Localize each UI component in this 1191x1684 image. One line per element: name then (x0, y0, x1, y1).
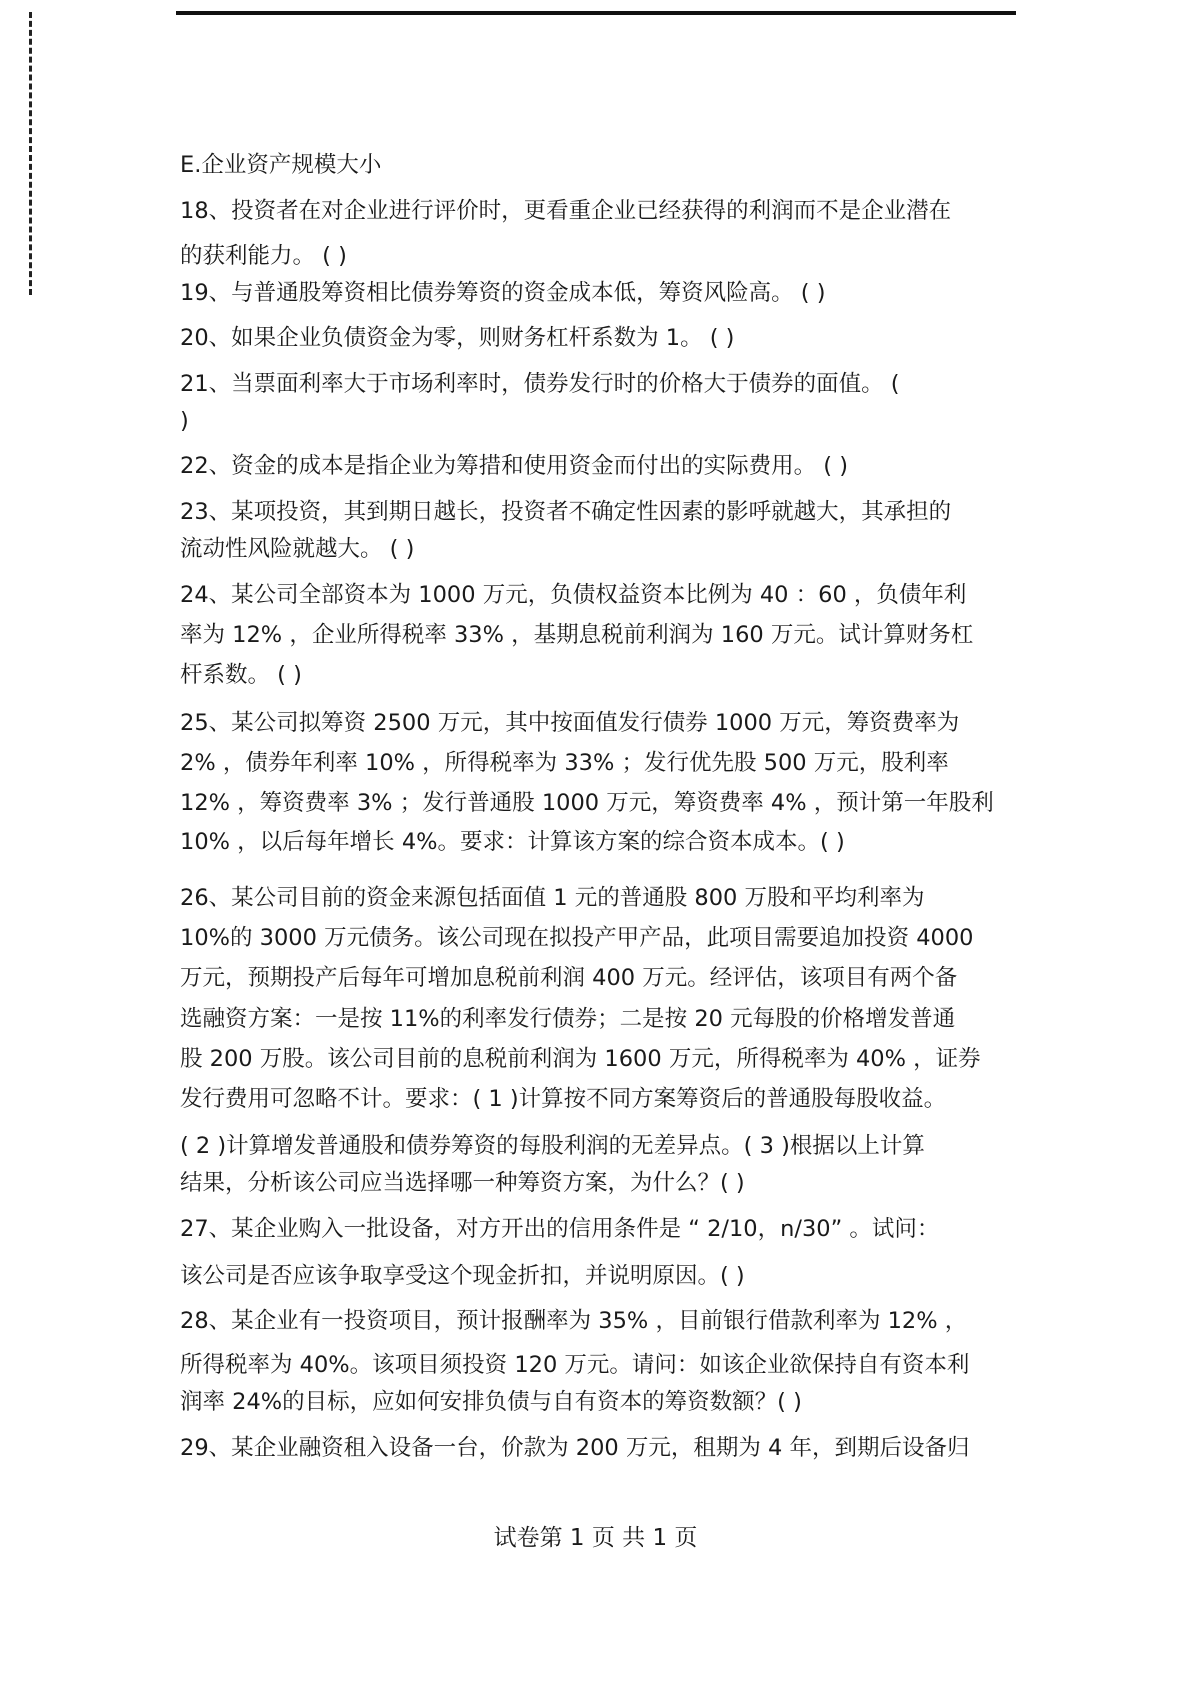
question-24: 24、某公司全部资本为 1000 万元，负债权益资本比例为 40 ：60 ，负债年利 (180, 582, 967, 608)
text-line: 2% ，债券年利率 10% ，所得税率为 33% ；发行优先股 500 万元，股利率 (180, 750, 949, 776)
text-line: 杆系数。 ( ) (180, 662, 302, 688)
page-footer: 试卷第 1 页 共 1 页 (493, 1525, 698, 1551)
text-line: 流动性风险就越大。 ( ) (180, 536, 415, 562)
question-19: 19、与普通股筹资相比债券筹资的资金成本低，筹资风险高。 ( ) (180, 280, 826, 306)
text-line: 结果，分析该公司应当选择哪一种筹资方案，为什么？( ) (180, 1170, 745, 1196)
text-line: 所得税率为 40%。该项目须投资 120 万元。请问：如该企业欲保持自有资本利 (180, 1352, 970, 1378)
text-line: 股 200 万股。该公司目前的息税前利润为 1600 万元，所得税率为 40% ，证券 (180, 1046, 981, 1072)
text-line: ( 2 )计算增发普通股和债券筹资的每股利润的无差异点。( 3 )根据以上计算 (180, 1133, 925, 1159)
question-27: 27、某企业购入一批设备，对方开出的信用条件是 “ 2/10，n/30” 。试问： (180, 1216, 940, 1242)
text-line: 10%的 3000 万元债务。该公司现在拟投产甲产品，此项目需要追加投资 4000 (180, 925, 974, 951)
text-line: 该公司是否应该争取享受这个现金折扣，并说明原因。( ) (180, 1263, 745, 1289)
text-line: ) (180, 408, 189, 434)
question-25: 25、某公司拟筹资 2500 万元，其中按面值发行债券 1000 万元，筹资费率为 (180, 710, 960, 736)
binding-margin-line (29, 12, 32, 295)
question-26: 26、某公司目前的资金来源包括面值 1 元的普通股 800 万股和平均利率为 (180, 885, 925, 911)
text-line: 万元，预期投产后每年可增加息税前利润 400 万元。经评估，该项目有两个备 (180, 965, 958, 991)
question-29: 29、某企业融资租入设备一台，价款为 200 万元，租期为 4 年，到期后设备归 (180, 1435, 970, 1461)
text-line: 率为 12% ，企业所得税率 33% ，基期息税前利润为 160 万元。试计算财务杠 (180, 622, 974, 648)
question-21: 21、当票面利率大于市场利率时，债券发行时的价格大于债券的面值。 ( (180, 371, 900, 397)
question-28: 28、某企业有一投资项目，预计报酬率为 35% ，目前银行借款利率为 12% ， (180, 1308, 968, 1334)
text-line: 润率 24%的目标，应如何安排负债与自有资本的筹资数额？( ) (180, 1389, 802, 1415)
question-22: 22、资金的成本是指企业为筹措和使用资金而付出的实际费用。 ( ) (180, 453, 848, 479)
text-line: E.企业资产规模大小 (180, 152, 382, 178)
text-line: 的获利能力。 ( ) (180, 243, 347, 269)
text-line: 10% ，以后每年增长 4%。要求：计算该方案的综合资本成本。( ) (180, 829, 845, 855)
question-23: 23、某项投资，其到期日越长，投资者不确定性因素的影呼就越大，其承担的 (180, 499, 952, 525)
question-18: 18、投资者在对企业进行评价时，更看重企业已经获得的利润而不是企业潜在 (180, 198, 952, 224)
header-rule (176, 11, 1016, 15)
text-line: 12% ，筹资费率 3% ；发行普通股 1000 万元，筹资费率 4% ，预计第一年股利 (180, 790, 994, 816)
text-line: 选融资方案：一是按 11%的利率发行债券；二是按 20 元每股的价格增发普通 (180, 1006, 956, 1032)
question-20: 20、如果企业负债资金为零，则财务杠杆系数为 1。 ( ) (180, 325, 735, 351)
text-line: 发行费用可忽略不计。要求：( 1 )计算按不同方案筹资后的普通股每股收益。 (180, 1086, 947, 1112)
